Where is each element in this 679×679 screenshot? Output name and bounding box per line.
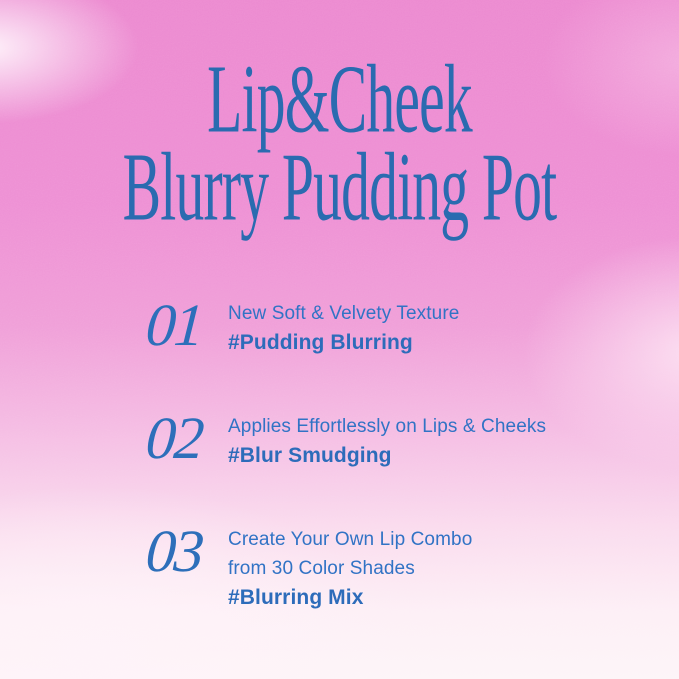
feature-item-1	[143, 292, 639, 358]
feature-item-3	[143, 518, 639, 613]
feature-hashtag-3: #Blurring Mix	[228, 586, 364, 609]
feature-hashtag-1: #Pudding Blurring	[228, 331, 413, 354]
feature-hashtag-2: #Blur Smudging	[228, 444, 392, 467]
feature-number-3: 03	[143, 518, 205, 584]
product-title	[68, 45, 611, 241]
feature-description-line: from 30 Color Shades	[228, 558, 415, 579]
feature-list	[143, 292, 639, 667]
feature-number-1: 01	[143, 292, 205, 358]
feature-description-line: New Soft & Velvety Texture	[228, 303, 460, 324]
feature-text-2	[228, 412, 546, 471]
feature-item-2	[143, 405, 639, 471]
product-title-line-1: Lip&Cheek	[207, 45, 472, 154]
product-title-line-2: Blurry Pudding Pot	[122, 132, 557, 241]
feature-text-1	[228, 299, 459, 358]
feature-description-line: Applies Effortlessly on Lips & Cheeks	[228, 416, 547, 437]
feature-description-line: Create Your Own Lip Combo	[228, 529, 473, 550]
feature-number-2: 02	[143, 405, 205, 471]
feature-text-3	[228, 525, 472, 613]
